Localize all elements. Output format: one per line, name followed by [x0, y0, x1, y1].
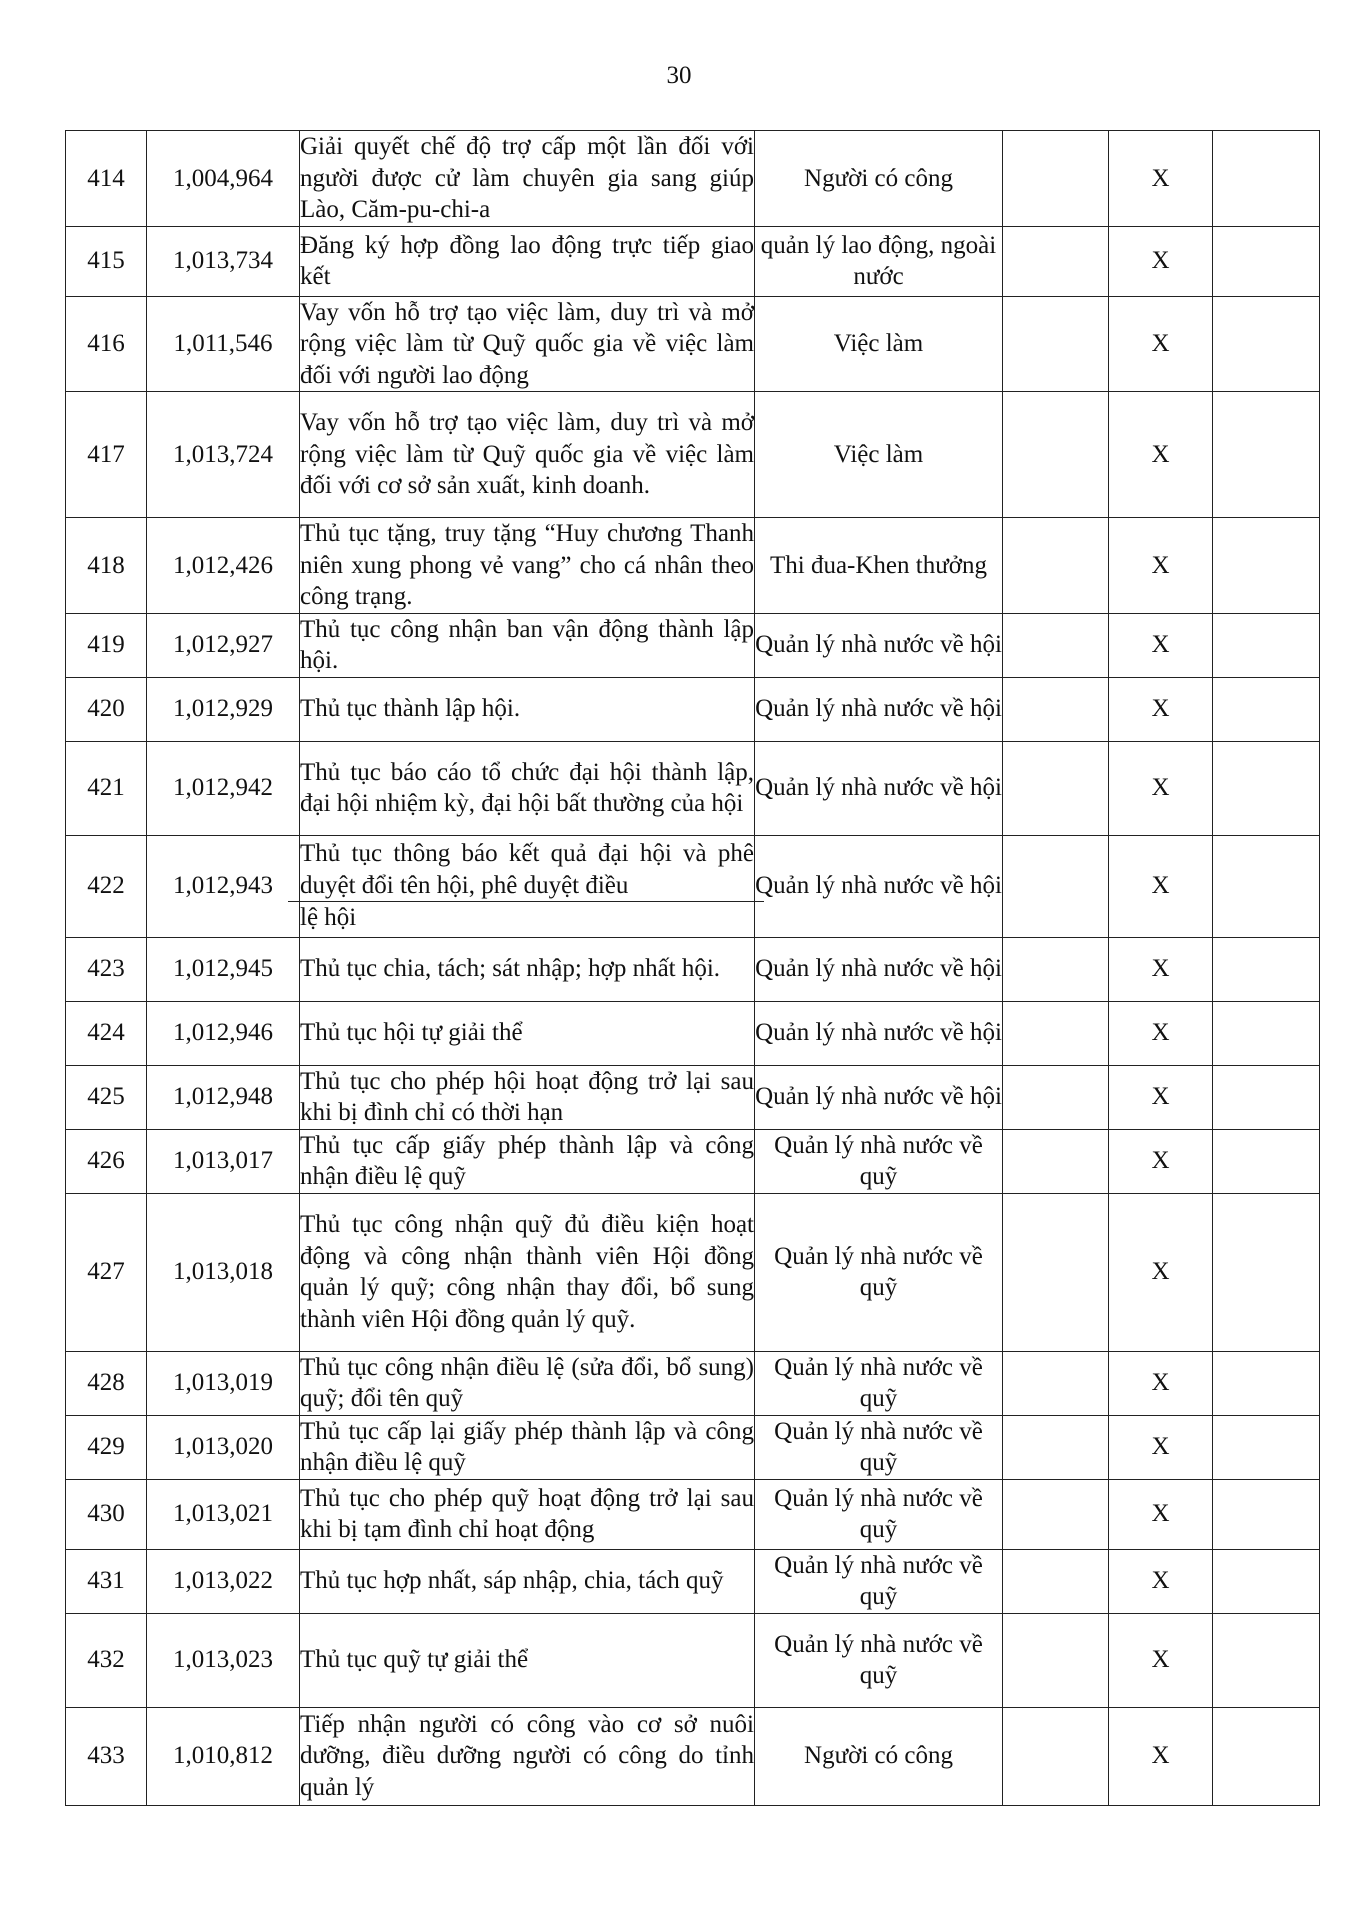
row-number: 421	[66, 741, 147, 835]
empty-cell	[1213, 392, 1320, 518]
table-row	[66, 518, 1320, 614]
row-number: 424	[66, 1001, 147, 1065]
level-mark: X	[1109, 937, 1213, 1001]
procedure-field: Quản lý nhà nước về quỹ	[755, 1549, 1003, 1613]
procedure-field: Việc làm	[755, 392, 1003, 518]
empty-cell	[1213, 226, 1320, 296]
row-number: 432	[66, 1613, 147, 1707]
procedures-table	[65, 130, 1320, 1806]
level-mark: X	[1109, 1065, 1213, 1129]
empty-cell	[1213, 613, 1320, 677]
procedure-code: 1,012,948	[147, 1065, 300, 1129]
empty-cell	[1003, 131, 1109, 227]
page-number: 30	[666, 62, 692, 89]
procedure-name: Thủ tục báo cáo tổ chức đại hội thành lập, đại hội nhiệm kỳ, đại hội bất thường của hội	[300, 741, 755, 835]
row-number: 430	[66, 1479, 147, 1549]
procedure-name: Thủ tục công nhận điều lệ (sửa đổi, bổ sung) quỹ; đổi tên quỹ	[300, 1351, 755, 1415]
procedure-name: Tiếp nhận người có công vào cơ sở nuôi dưỡng, điều dưỡng người có công do tỉnh quản lý	[300, 1707, 755, 1805]
procedure-code: 1,012,426	[147, 518, 300, 614]
level-mark: X	[1109, 1479, 1213, 1549]
procedure-name: Giải quyết chế độ trợ cấp một lần đối với người được cử làm chuyên gia sang giúp Lào, Căm-pu-chi-a	[300, 131, 755, 227]
empty-cell	[1003, 1549, 1109, 1613]
row-number: 414	[66, 131, 147, 227]
empty-cell	[1003, 1129, 1109, 1193]
table-row	[66, 1415, 1320, 1479]
empty-cell	[1213, 1415, 1320, 1479]
empty-cell	[1003, 937, 1109, 1001]
table-row	[66, 1065, 1320, 1129]
empty-cell	[1003, 741, 1109, 835]
empty-cell	[1213, 131, 1320, 227]
level-mark: X	[1109, 613, 1213, 677]
table-row	[66, 1549, 1320, 1613]
procedure-field: Quản lý nhà nước về hội	[755, 1065, 1003, 1129]
procedure-code: 1,012,942	[147, 741, 300, 835]
level-mark: X	[1109, 392, 1213, 518]
empty-cell	[1213, 1065, 1320, 1129]
row-number: 431	[66, 1549, 147, 1613]
procedure-name: Thủ tục thành lập hội.	[300, 677, 755, 741]
empty-cell	[1003, 1193, 1109, 1351]
procedure-code: 1,013,018	[147, 1193, 300, 1351]
procedure-field: Quản lý nhà nước về hội	[755, 741, 1003, 835]
level-mark: X	[1109, 1613, 1213, 1707]
table-row	[66, 1001, 1320, 1065]
empty-cell	[1003, 835, 1109, 937]
procedure-name: Thủ tục công nhận ban vận động thành lập hội.	[300, 613, 755, 677]
procedure-field: Quản lý nhà nước về quỹ	[755, 1129, 1003, 1193]
empty-cell	[1003, 296, 1109, 392]
procedure-name: Thủ tục cho phép quỹ hoạt động trở lại sau khi bị tạm đình chỉ hoạt động	[300, 1479, 755, 1549]
procedure-field: Người có công	[755, 1707, 1003, 1805]
procedure-code: 1,012,945	[147, 937, 300, 1001]
empty-cell	[1003, 1065, 1109, 1129]
procedure-field: Quản lý nhà nước về quỹ	[755, 1351, 1003, 1415]
procedure-code: 1,013,724	[147, 392, 300, 518]
row-number: 429	[66, 1415, 147, 1479]
row-number: 423	[66, 937, 147, 1001]
row-number: 422	[66, 835, 147, 937]
row-number: 419	[66, 613, 147, 677]
empty-cell	[1213, 741, 1320, 835]
empty-cell	[1213, 835, 1320, 937]
row-number: 428	[66, 1351, 147, 1415]
row-number: 426	[66, 1129, 147, 1193]
procedure-code: 1,012,943	[147, 835, 300, 937]
procedure-name: Thủ tục công nhận quỹ đủ điều kiện hoạt động và công nhận thành viên Hội đồng quản lý quỹ; công nhận thay đổi, bổ sung thành viên Hội đồng quản lý quỹ.	[300, 1193, 755, 1351]
level-mark: X	[1109, 835, 1213, 937]
level-mark: X	[1109, 677, 1213, 741]
level-mark: X	[1109, 1707, 1213, 1805]
empty-cell	[1003, 1479, 1109, 1549]
procedure-name: Thủ tục cấp giấy phép thành lập và công nhận điều lệ quỹ	[300, 1129, 755, 1193]
table-row	[66, 1193, 1320, 1351]
procedure-field: Việc làm	[755, 296, 1003, 392]
procedure-field: Quản lý nhà nước về quỹ	[755, 1193, 1003, 1351]
table-row	[66, 937, 1320, 1001]
procedure-code: 1,013,734	[147, 226, 300, 296]
empty-cell	[1003, 1707, 1109, 1805]
empty-cell	[1003, 677, 1109, 741]
procedure-name: Thủ tục chia, tách; sát nhập; hợp nhất hội.	[300, 937, 755, 1001]
level-mark: X	[1109, 518, 1213, 614]
empty-cell	[1003, 1351, 1109, 1415]
procedure-field: Quản lý nhà nước về hội	[755, 835, 1003, 937]
empty-cell	[1213, 1351, 1320, 1415]
table-row	[66, 226, 1320, 296]
empty-cell	[1213, 296, 1320, 392]
row-number: 433	[66, 1707, 147, 1805]
procedure-field: Quản lý nhà nước về hội	[755, 613, 1003, 677]
level-mark: X	[1109, 741, 1213, 835]
level-mark: X	[1109, 226, 1213, 296]
row-number: 416	[66, 296, 147, 392]
level-mark: X	[1109, 1549, 1213, 1613]
table-row	[66, 741, 1320, 835]
procedure-name: Thủ tục quỹ tự giải thể	[300, 1613, 755, 1707]
empty-cell	[1003, 226, 1109, 296]
empty-cell	[1213, 937, 1320, 1001]
empty-cell	[1003, 613, 1109, 677]
row-number: 415	[66, 226, 147, 296]
procedure-name: Thủ tục hội tự giải thể	[300, 1001, 755, 1065]
empty-cell	[1213, 1129, 1320, 1193]
table-row	[66, 1129, 1320, 1193]
empty-cell	[1003, 1001, 1109, 1065]
empty-cell	[1213, 677, 1320, 741]
table-row	[66, 1479, 1320, 1549]
procedure-code: 1,012,929	[147, 677, 300, 741]
row-number: 417	[66, 392, 147, 518]
procedure-field: Quản lý nhà nước về quỹ	[755, 1613, 1003, 1707]
level-mark: X	[1109, 296, 1213, 392]
procedure-code: 1,004,964	[147, 131, 300, 227]
empty-cell	[1213, 1001, 1320, 1065]
procedure-code: 1,013,017	[147, 1129, 300, 1193]
table-row	[66, 835, 1320, 937]
procedure-name: Đăng ký hợp đồng lao động trực tiếp giao kết	[300, 226, 755, 296]
empty-cell	[1213, 1707, 1320, 1805]
procedure-field: Thi đua-Khen thưởng	[755, 518, 1003, 614]
empty-cell	[1213, 1613, 1320, 1707]
level-mark: X	[1109, 1001, 1213, 1065]
procedure-field: Quản lý nhà nước về quỹ	[755, 1415, 1003, 1479]
table-row	[66, 677, 1320, 741]
procedure-code: 1,010,812	[147, 1707, 300, 1805]
row-number: 420	[66, 677, 147, 741]
procedure-field: Quản lý nhà nước về hội	[755, 937, 1003, 1001]
procedure-name: Vay vốn hỗ trợ tạo việc làm, duy trì và mở rộng việc làm từ Quỹ quốc gia về việc làm đối với người lao động	[300, 296, 755, 392]
table-row	[66, 1351, 1320, 1415]
procedure-name: Vay vốn hỗ trợ tạo việc làm, duy trì và mở rộng việc làm từ Quỹ quốc gia về việc làm đối với cơ sở sản xuất, kinh doanh.	[300, 392, 755, 518]
procedure-code: 1,013,021	[147, 1479, 300, 1549]
procedure-code: 1,012,946	[147, 1001, 300, 1065]
procedure-field: Quản lý nhà nước về hội	[755, 677, 1003, 741]
procedure-name: Thủ tục tặng, truy tặng “Huy chương Thanh niên xung phong vẻ vang” cho cá nhân theo công trạng.	[300, 518, 755, 614]
procedure-field: Quản lý nhà nước về quỹ	[755, 1479, 1003, 1549]
table-row	[66, 1707, 1320, 1805]
empty-cell	[1213, 1193, 1320, 1351]
procedure-field: quản lý lao động, ngoài nước	[755, 226, 1003, 296]
empty-cell	[1003, 1415, 1109, 1479]
empty-cell	[1003, 518, 1109, 614]
level-mark: X	[1109, 131, 1213, 227]
table-row	[66, 1613, 1320, 1707]
procedure-code: 1,013,019	[147, 1351, 300, 1415]
table-row	[66, 392, 1320, 518]
level-mark: X	[1109, 1193, 1213, 1351]
empty-cell	[1213, 1479, 1320, 1549]
empty-cell	[1213, 1549, 1320, 1613]
procedure-code: 1,012,927	[147, 613, 300, 677]
procedure-name-text: Thủ tục thông báo kết quả đại hội và phê duyệt đổi tên hội, phê duyệt điều	[300, 840, 754, 899]
procedure-name: Thủ tục cấp lại giấy phép thành lập và công nhận điều lệ quỹ	[300, 1415, 755, 1479]
procedure-code: 1,013,020	[147, 1415, 300, 1479]
procedure-name	[300, 835, 755, 937]
level-mark: X	[1109, 1129, 1213, 1193]
level-mark: X	[1109, 1415, 1213, 1479]
level-mark: X	[1109, 1351, 1213, 1415]
empty-cell	[1003, 1613, 1109, 1707]
procedure-field: Quản lý nhà nước về hội	[755, 1001, 1003, 1065]
procedure-code: 1,013,022	[147, 1549, 300, 1613]
procedure-field: Người có công	[755, 131, 1003, 227]
procedure-name-tail: lệ hội	[288, 901, 764, 934]
procedure-name: Thủ tục cho phép hội hoạt động trở lại sau khi bị đình chỉ có thời hạn	[300, 1065, 755, 1129]
procedure-code: 1,011,546	[147, 296, 300, 392]
empty-cell	[1213, 518, 1320, 614]
procedure-code: 1,013,023	[147, 1613, 300, 1707]
table-row	[66, 131, 1320, 227]
row-number: 418	[66, 518, 147, 614]
procedure-name: Thủ tục hợp nhất, sáp nhập, chia, tách quỹ	[300, 1549, 755, 1613]
empty-cell	[1003, 392, 1109, 518]
row-number: 427	[66, 1193, 147, 1351]
table-body	[66, 131, 1320, 1806]
table-row	[66, 613, 1320, 677]
table-row	[66, 296, 1320, 392]
row-number: 425	[66, 1065, 147, 1129]
